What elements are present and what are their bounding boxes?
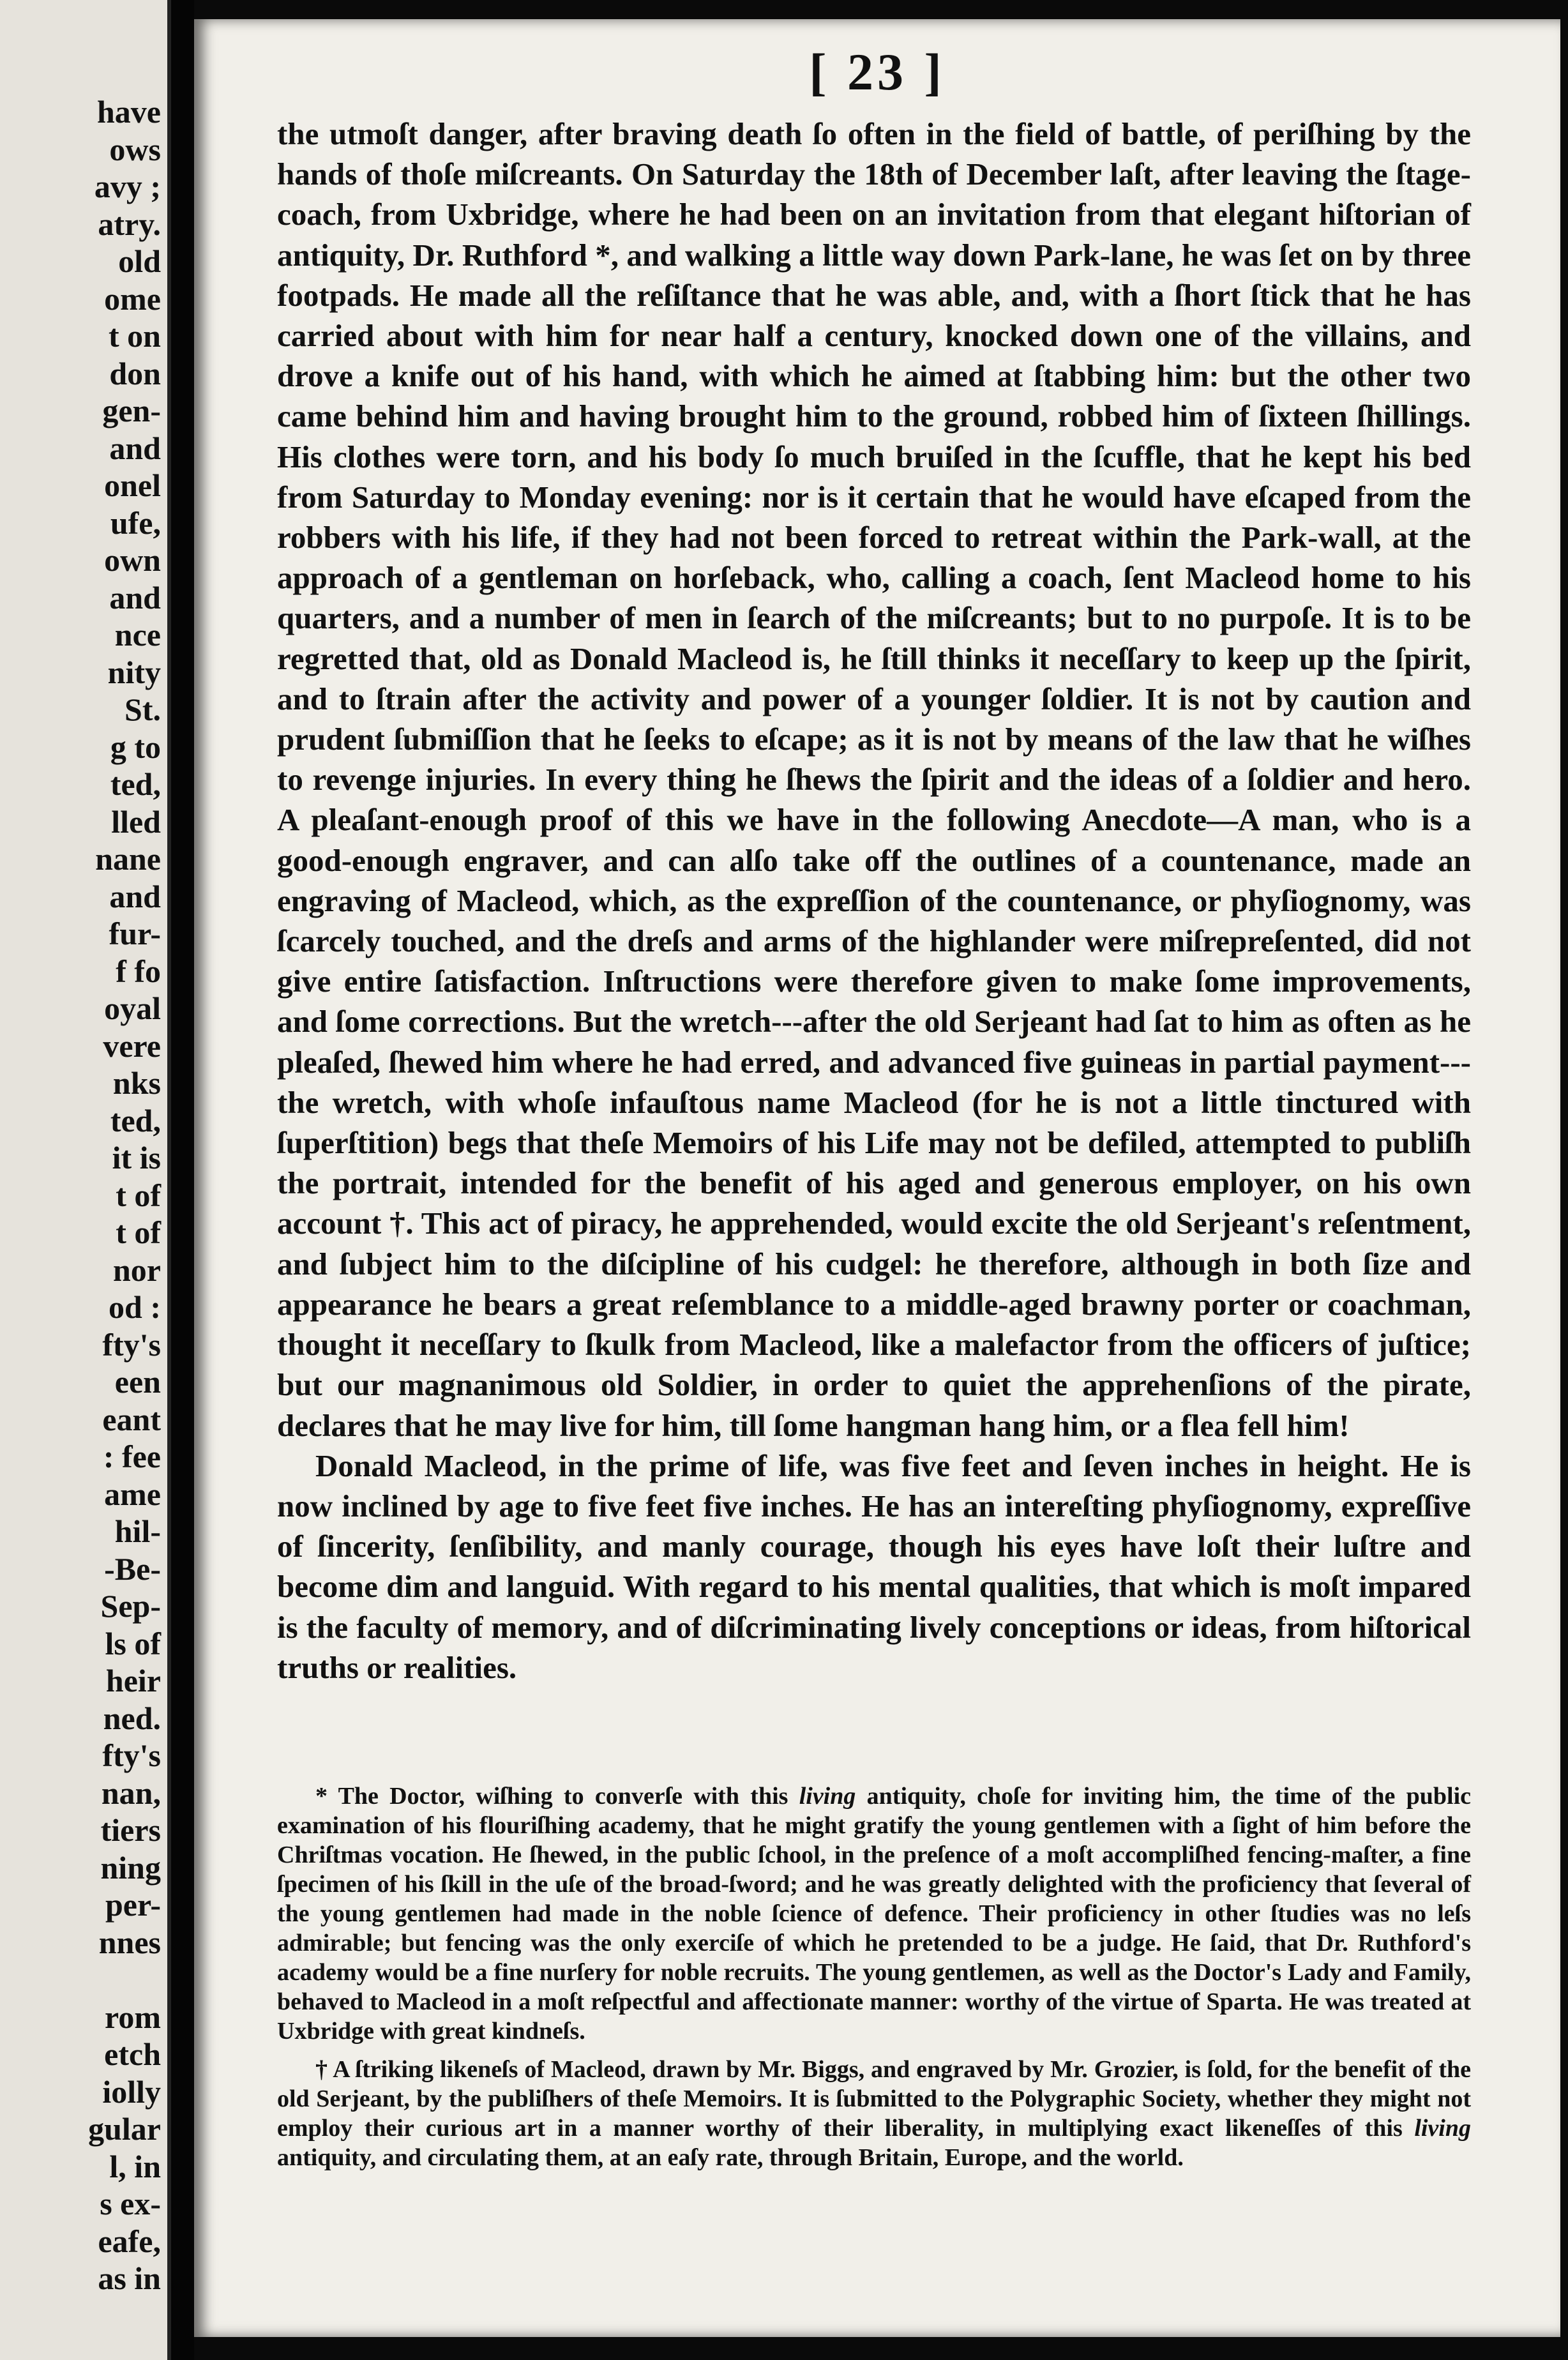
margin-fragment: eafe, — [98, 2223, 161, 2259]
margin-fragment: eant — [102, 1401, 161, 1437]
margin-fragment: s ex- — [100, 2186, 161, 2221]
margin-fragment: ame — [104, 1476, 161, 1512]
margin-fragment: onel — [104, 467, 161, 503]
margin-fragment: ned. — [103, 1700, 161, 1736]
margin-fragment: nce — [114, 617, 161, 653]
margin-fragment: own — [104, 542, 161, 578]
paragraph-2: Donald Macleod, in the prime of life, was five feet and ſeven inches in height. He is now inclined by age to five feet five inches. He has an intereſting phyſiognomy, expreſſive of ſincerity, ſenſibility, and manly courage, though his eyes have loſt their luſtre and become dim and languid. With regard to his mental qualities, that which is moſt impared is the faculty of memory, and of diſcriminating lively conceptions or ideas, from hiſtorical truths or realities. — [277, 1448, 1471, 1685]
margin-fragment: and — [109, 579, 161, 616]
margin-fragment: f fo — [116, 953, 161, 989]
margin-fragment: atry. — [98, 206, 161, 242]
margin-fragment: nity — [107, 654, 161, 690]
margin-fragment: per- — [105, 1887, 161, 1923]
margin-fragment: t on — [109, 318, 161, 354]
margin-fragment: and — [109, 878, 161, 914]
margin-fragment: heir — [105, 1663, 161, 1698]
main-text — [277, 114, 1471, 1688]
margin-fragment: fty's — [102, 1737, 161, 1773]
book-page — [194, 19, 1560, 2337]
margin-fragment: old — [118, 243, 161, 279]
adjacent-page-margin — [0, 0, 171, 2360]
margin-fragment: ted, — [110, 766, 161, 802]
margin-fragment: t of — [116, 1177, 161, 1213]
margin-fragment: Sep- — [100, 1588, 161, 1624]
margin-fragment: rom — [105, 1999, 161, 2035]
margin-fragment: nnes — [98, 1924, 161, 1960]
footnote-doctor: * The Doctor, wiſhing to converſe with this living antiquity, choſe for inviting him, the time of the public examination of his flouriſhing academy, that he might gratify the young gentlemen with a ſight of him before the Chriſtmas vocation. He ſhewed, in the public ſchool, in the preſence of a moſt accompliſhed fencing-maſter, a fine ſpecimen of his ſkill in the uſe of the broad-ſword; and he was greatly delighted with the proficiency that ſeveral of the young gentlemen had made in the noble ſcience of defence. Their proficiency in other ſtudies was no leſs admirable; but fencing was the only exerciſe of which he pretended to be a judge. He ſaid, that Dr. Ruthford's academy would be a fine nurſery for noble recruits. The young gentlemen, as well as the Doctor's Lady and Family, behaved to Macleod in a moſt reſpectful and affectionate manner: worthy of the virtue of Sparta. He was treated at Uxbridge with great kindneſs. — [277, 1783, 1471, 2045]
margin-fragment: ls of — [105, 1625, 161, 1661]
margin-fragment: tiers — [100, 1812, 161, 1848]
margin-fragment: : fee — [103, 1439, 161, 1474]
margin-fragment: ufe, — [110, 504, 161, 541]
margin-fragment: gular — [88, 2111, 161, 2147]
margin-fragment: avy ; — [94, 169, 161, 204]
margin-fragment: gen- — [102, 393, 161, 428]
margin-fragment: as in — [98, 2260, 161, 2296]
margin-fragment: fty's — [102, 1326, 161, 1363]
margin-fragment: hil- — [114, 1513, 161, 1549]
margin-fragment: een — [114, 1364, 161, 1400]
margin-fragment: have — [97, 94, 161, 130]
margin-fragment: fur- — [109, 916, 161, 951]
margin-fragment: iolly — [102, 2073, 161, 2110]
margin-fragment: ows — [109, 131, 161, 167]
margin-fragment: ome — [104, 280, 161, 317]
page-number: [ 23 ] — [809, 43, 946, 101]
margin-fragment: vere — [103, 1027, 161, 1064]
margin-fragment: -Be- — [104, 1550, 161, 1587]
margin-fragment: etch — [104, 2036, 161, 2072]
margin-fragment: ning — [100, 1849, 161, 1886]
footnotes — [277, 1781, 1471, 2181]
footnote-likeness: † A ſtriking likeneſs of Macleod, drawn by Mr. Biggs, and engraved by Mr. Grozier, is ſold, for the benefit of the old Serjeant, by the publiſhers of theſe Memoirs. It is ſubmitted to the Polygraphic Society, whether they might not employ their curious art in a manner worthy of their liberality, in multiplying exact likeneſſes of this living antiquity, and circulating them, at an eaſy rate, through Britain, Europe, and the world. — [277, 2056, 1471, 2171]
margin-fragment: oyal — [104, 990, 161, 1026]
margin-fragment: nane — [95, 841, 161, 877]
margin-fragment: lled — [111, 803, 161, 840]
margin-fragment: nan, — [101, 1774, 161, 1811]
margin-fragment: it is — [112, 1140, 161, 1176]
margin-fragment: g to — [110, 729, 161, 765]
margin-fragment: ted, — [110, 1102, 161, 1138]
margin-fragment: od : — [109, 1289, 161, 1325]
book-gutter — [171, 0, 194, 2360]
margin-fragment: and — [109, 430, 161, 466]
margin-fragment: t of — [116, 1214, 161, 1250]
paragraph-1: the utmoſt danger, after braving death ſo often in the field of battle, of periſhing by the hands of thoſe miſcreants. On Saturday the 18th of December laſt, after leaving the ſtage-coach, from Uxbridge, where he had been on an invitation from that elegant hiſtorian of antiquity, Dr. Ruthford *, and walking a little way down Park-lane, he was ſet on by three footpads. He made all the reſiſtance that he was able, and, with a ſhort ſtick that he has carried about with him for near half a century, knocked down one of the villains, and drove a knife out of his hand, with which he aimed at ſtabbing him: but the other two came behind him and having brought him to the ground, robbed him of ſixteen ſhillings. His clothes were torn, and his body ſo much bruiſed in the ſcuffle, that he kept his bed from Saturday to Monday evening: nor is it certain that he would have eſcaped from the robbers with his life, if they had not been forced to retreat within the Park-wall, at the approach of a gentleman on horſeback, who, calling a coach, ſent Macleod home to his quarters, and a number of men in ſearch of the miſcreants; but to no purpoſe. It is to be regretted that, old as Donald Macleod is, he ſtill thinks it neceſſary to keep up the ſpirit, and to ſtrain after the activity and power of a younger ſoldier. It is not by caution and prudent ſubmiſſion that he ſeeks to eſcape; as it is not by means of the law that he wiſhes to revenge injuries. In every thing he ſhews the ſpirit and the ideas of a ſoldier and hero. A pleaſant-enough proof of this we have in the following Anecdote—A man, who is a good-enough engraver, and can alſo take off the outlines of a countenance, made an engraving of Macleod, which, as the expreſſion of the countenance, or phyſiognomy, was ſcarcely touched, and the dreſs and arms of the highlander were miſrepreſented, did not give entire ſatisfaction. Inſtructions were therefore given to make ſome improvements, and ſome corrections. But the wretch---after the old Serjeant had ſat to him as often as he pleaſed, ſhewed him where he had erred, and advanced five guineas in partial payment---the wretch, with whoſe infauſtous name Macleod (for he is not a little tinctured with ſuperſtition) begs that theſe Memoirs of his Life may not be defiled, attempted to publiſh the portrait, intended for the benefit of his aged and generous employer, on his own account †. This act of piracy, he apprehended, would excite the old Serjeant's reſentment, and ſubject him to the diſcipline of his cudgel: he therefore, although in both ſize and appearance he bears a great reſemblance to a middle-aged brawny porter or coachman, thought it neceſſary to ſkulk from Macleod, like a malefactor from the officers of juſtice; but our magnanimous old Soldier, in order to quiet the apprehenſions of the pirate, declares that he may live for him, till ſome hangman hang him, or a flea fell him! — [277, 116, 1471, 1443]
margin-fragment: St. — [124, 692, 161, 727]
margin-fragment: nks — [112, 1065, 161, 1101]
margin-fragment: nor — [113, 1252, 161, 1288]
margin-fragment: l, in — [109, 2148, 161, 2184]
margin-fragment: don — [109, 355, 161, 391]
